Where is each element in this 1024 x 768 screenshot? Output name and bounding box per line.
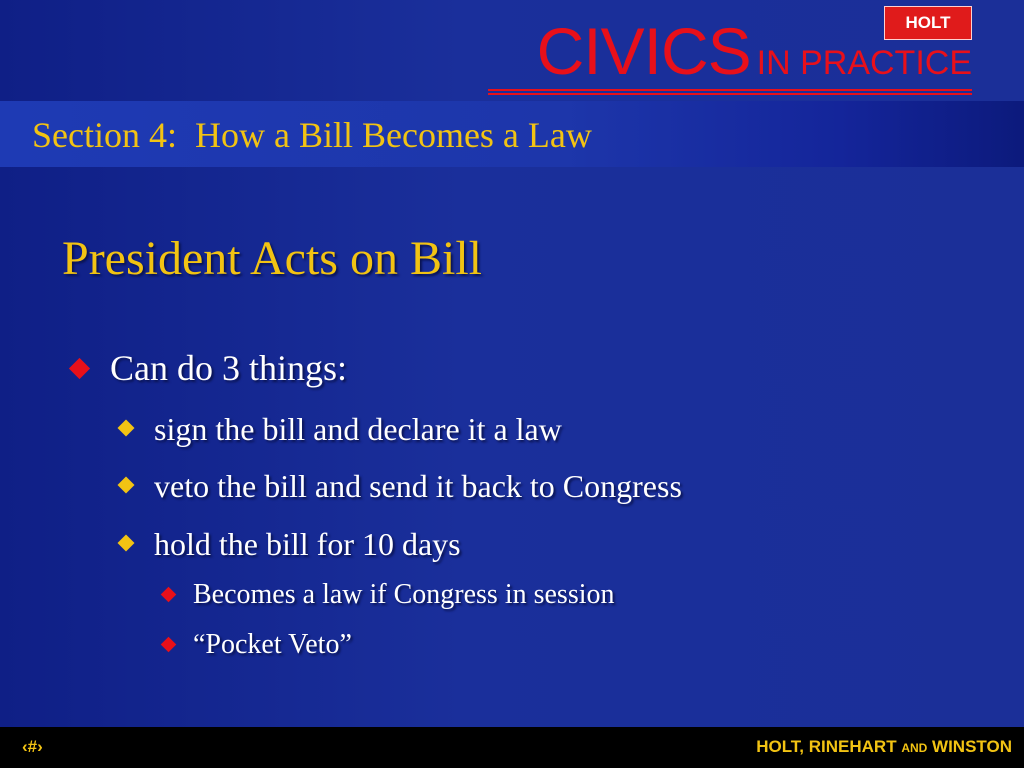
brand-underline-top <box>488 89 972 91</box>
publisher-part1: HOLT, RINEHART <box>756 737 902 756</box>
publisher-and: AND <box>901 741 928 755</box>
diamond-bullet-icon <box>69 358 90 379</box>
diamond-bullet-icon <box>161 637 177 653</box>
sub-sub-bullet-item <box>193 577 615 613</box>
publisher-badge: HOLT <box>884 6 972 40</box>
footer-bar <box>0 727 1024 768</box>
slide-number: ‹#› <box>22 737 43 756</box>
bullet-text: “Pocket Veto” <box>193 629 352 660</box>
bullet-text: veto the bill and send it back to Congress <box>154 468 682 504</box>
diamond-bullet-icon <box>161 587 177 603</box>
brand-title <box>537 16 972 98</box>
bullet-item <box>110 344 347 392</box>
publisher-part2: WINSTON <box>927 737 1012 756</box>
diamond-bullet-icon <box>118 420 135 437</box>
brand-sub: IN PRACTICE <box>756 44 972 82</box>
diamond-bullet-icon <box>118 535 135 552</box>
publisher-name <box>756 736 1012 759</box>
bullet-text: hold the bill for 10 days <box>154 526 461 562</box>
sub-bullet-item <box>154 523 461 565</box>
sub-sub-bullet-item <box>193 627 352 663</box>
sub-bullet-item <box>154 408 562 450</box>
slide-title: President Acts on Bill <box>62 232 482 285</box>
section-title: Section 4: How a Bill Becomes a Law <box>32 115 592 155</box>
sub-bullet-item <box>154 465 682 507</box>
brand-main: CIVICS <box>536 14 751 88</box>
bullet-text: Becomes a law if Congress in session <box>193 579 615 610</box>
bullet-text: Can do 3 things: <box>110 348 348 388</box>
diamond-bullet-icon <box>118 477 135 494</box>
brand-underline-bottom <box>488 93 972 95</box>
bullet-text: sign the bill and declare it a law <box>154 411 562 447</box>
